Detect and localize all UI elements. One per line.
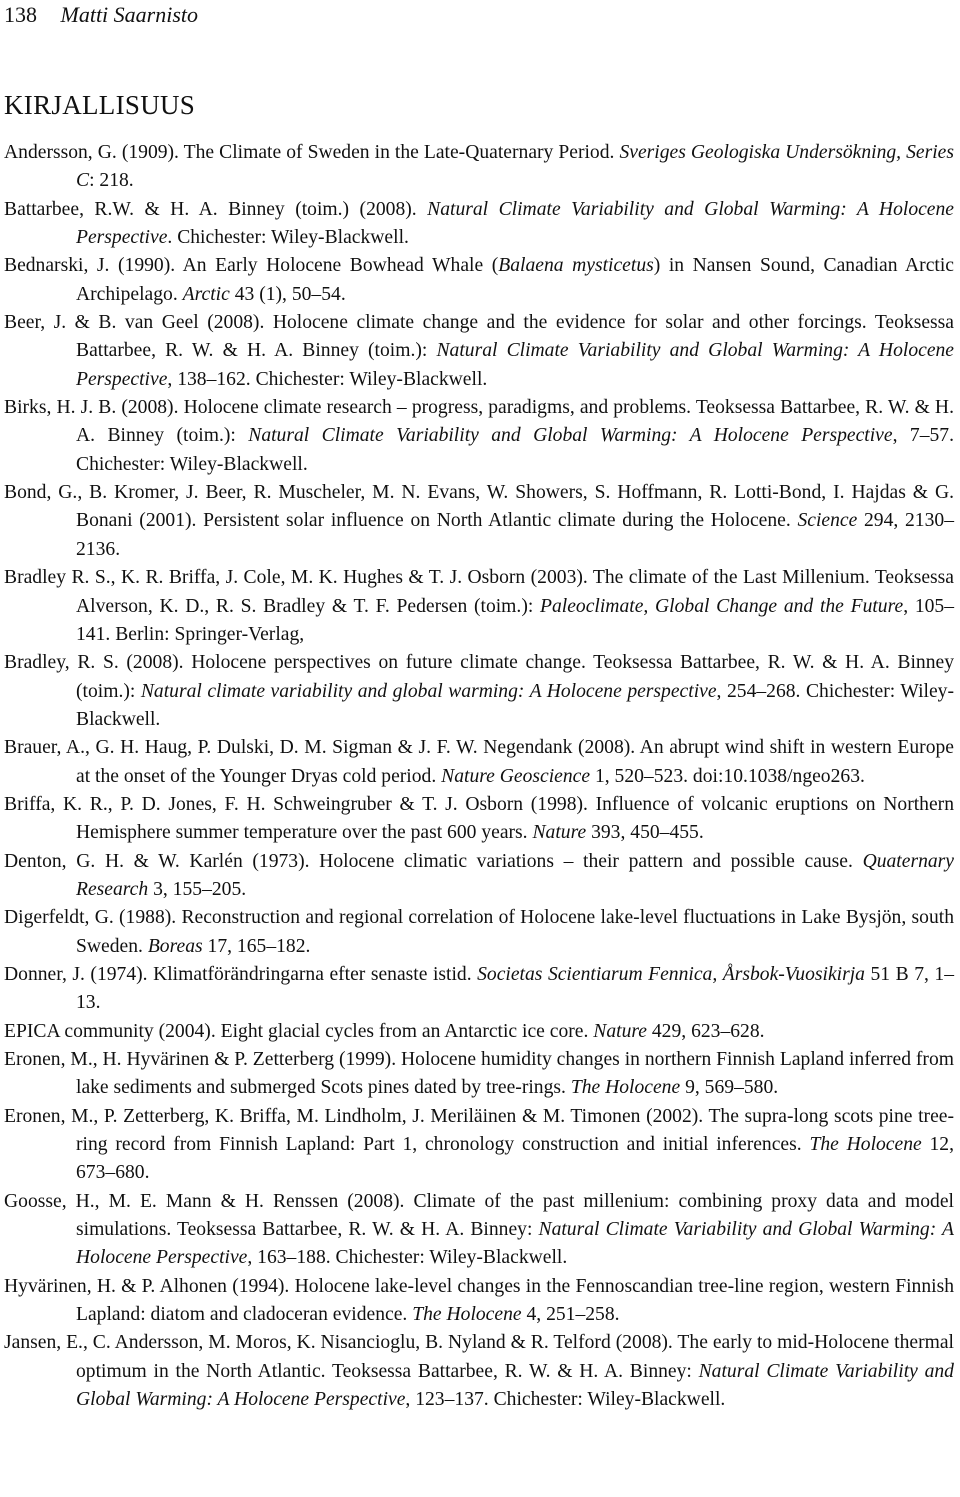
reference-text-run: ) in Nansen Sound, Canadian Arctic Archipelago. [76,255,954,305]
reference-text-run: , 105–141. Berlin: Springer-Verlag, [76,595,955,645]
reference-italic-run: Natural Climate Variability and Global Warming: A Holocene Perspective [76,340,955,390]
reference-entry [4,734,954,791]
reference-text-run: Eronen, M., P. Zetterberg, K. Briffa, M. Lindholm, J. Meriläinen & M. Timonen (2002). The supra-long scots pine tree-ring record from Finnish Lapland: Part 1, chronology construction and initial inferences. [4,1105,954,1156]
reference-text-run: 43 (1), 50–54. [229,283,346,305]
section-title: KIRJALLISUUS [4,90,196,120]
reference-text-run: Andersson, G. (1909). The Climate of Sweden in the Late-Quaternary Period. [4,142,620,163]
reference-entry [4,1329,954,1414]
reference-entry [4,479,954,564]
reference-text-run: Jansen, E., C. Andersson, M. Moros, K. Nisancioglu, B. Nyland & R. Telford (2008). The early to mid-Holocene thermal optimum in the North Atlantic. Teoksessa Battarbee, R. W. & H. A. Binney: [4,1332,954,1382]
reference-entry [4,791,954,848]
reference-italic-run: Balaena mysticetus [498,255,654,277]
reference-text-run: 17, 165–182. [202,935,311,957]
reference-entry [4,961,954,1018]
reference-text-run: Digerfeldt, G. (1988). Reconstruction and regional correlation of Holocene lake-level fluctuations in Lake Bysjön, south Sweden. [4,907,954,957]
reference-italic-run: Societas Scientiarum Fennica, Årsbok-Vuosikirja [477,963,865,985]
reference-entry [4,252,954,309]
reference-entry [4,394,954,479]
reference-entry [4,196,954,253]
reference-text-run: Goosse, H., M. E. Mann & H. Renssen (2008). Climate of the past millenium: combining proxy data and model simulations. Teoksessa Battarbee, R. W. & H. A. Binney: [4,1190,954,1241]
reference-entry [4,564,954,649]
reference-text-run: Bond, G., B. Kromer, J. Beer, R. Muscheler, M. N. Evans, W. Showers, S. Hoffmann, R. Lotti-Bond, I. Hajdas & G. Bonani (2001). Persistent solar influence on North Atlantic climate during the Holocene. [4,482,954,532]
reference-text-run: EPICA community (2004). Eight glacial cycles from an Antarctic ice core. [4,1020,594,1042]
reference-text-run: : 218. [89,170,134,192]
reference-text-run: Eronen, M., H. Hyvärinen & P. Zetterberg (1999). Holocene humidity changes in northern Finnish Lapland inferred from lake sediments and submerged Scots pines dated by tree-rings. [4,1049,954,1099]
reference-entry [4,139,954,196]
reference-italic-run: The Holocene [412,1304,522,1326]
reference-entry [4,1188,954,1273]
reference-italic-run: Natural climate variability and global warming: A Holocene perspective [140,680,717,702]
reference-entry [4,904,954,961]
reference-text-run: 12, 673–680. [76,1134,954,1184]
reference-italic-run: Quaternary Research [76,850,954,900]
reference-text-run: Briffa, K. R., P. D. Jones, F. H. Schweingruber & T. J. Osborn (1998). Influence of volcanic eruptions on Northern Hemisphere summer temperature over the past 600 years. [4,793,954,844]
reference-text-run: Bradley, R. S. (2008). Holocene perspectives on future climate change. Teoksessa Battarbee, R. W. & H. A. Binney (toim.): [4,652,954,702]
reference-italic-run: Arctic [182,283,230,305]
reference-text-run: 393, 450–455. [586,822,704,844]
reference-text-run: 1, 520–523. doi:10.1038/ngeo263. [590,765,865,787]
reference-italic-run: Sveriges Geologiska Undersökning, Series C [76,142,954,192]
reference-italic-run: Natural Climate Variability and Global Warming: A Holocene Perspective [76,1219,954,1269]
reference-text-run: Beer, J. & B. van Geel (2008). Holocene climate change and the evidence for solar and other forcings. Teoksessa Battarbee, R. W. & H. A. Binney (toim.): [4,312,954,362]
reference-text-run: 294, 2130–2136. [76,510,954,560]
reference-entry [4,1103,954,1188]
reference-text-run: 429, 623–628. [646,1020,765,1042]
running-head [4,0,198,30]
reference-text-run: Donner, J. (1974). Klimatförändringarna efter senaste istid. [4,963,478,985]
reference-entry [4,309,954,394]
reference-italic-run: Natural Climate Variability and Global Warming: A Holocene Perspective [248,425,893,447]
reference-italic-run: Nature [532,822,587,844]
reference-text-run: Bradley R. S., K. R. Briffa, J. Cole, M. K. Hughes & T. J. Osborn (2003). The climate of the Last Millenium. Teoksessa Alverson, K. D., R. S. Bradley & T. F. Pedersen (toim.): [4,567,954,617]
reference-text-run: Birks, H. J. B. (2008). Holocene climate research – progress, paradigms, and problems. Teoksessa Battarbee, R. W. & H. A. Binney (toim.): [4,397,954,447]
reference-italic-run: Nature Geoscience [441,765,591,787]
reference-text-run: 51 B 7, 1–13. [76,963,955,1014]
reference-text-run: Bednarski, J. (1990). An Early Holocene Bowhead Whale ( [4,255,499,277]
reference-text-run: . Chichester: Wiley-Blackwell. [167,227,409,249]
reference-text-run: Battarbee, R.W. & H. A. Binney (toim.) (2008). [4,198,428,220]
reference-text-run: 9, 569–580. [680,1077,779,1099]
reference-text-run: Hyvärinen, H. & P. Alhonen (1994). Holocene lake-level changes in the Fennoscandian tree-line region, western Finnish Lapland: diatom and cladoceran evidence. [4,1275,954,1326]
reference-italic-run: The Holocene [570,1077,681,1099]
page-number: 138 [4,2,37,27]
reference-italic-run: Paleoclimate, Global Change and the Future [540,595,904,617]
reference-text-run: 4, 251–258. [521,1304,620,1326]
reference-entry [4,1046,954,1103]
reference-text-run: , 163–188. Chichester: Wiley-Blackwell. [247,1247,568,1269]
reference-text-run: Denton, G. H. & W. Karlén (1973). Holocene climatic variations – their pattern and possible cause. [4,850,863,872]
reference-text-run: Brauer, A., G. H. Haug, P. Dulski, D. M. Sigman & J. F. W. Negendank (2008). An abrupt wind shift in western Europe at the onset of the Younger Dryas cold period. [4,737,954,787]
reference-text-run: , 254–268. Chichester: Wiley-Blackwell. [76,680,954,730]
reference-list [4,139,954,1414]
running-head-author: Matti Saarnisto [60,2,199,27]
reference-entry [4,649,954,734]
reference-italic-run: Natural Climate Variability and Global Warming: A Holocene Perspective [76,198,955,249]
reference-italic-run: Nature [593,1020,647,1042]
reference-italic-run: The Holocene [809,1134,922,1156]
reference-entry [4,1273,954,1330]
reference-italic-run: Natural Climate Variability and Global Warming: A Holocene Perspective [76,1360,954,1411]
reference-text-run: , 7–57. Chichester: Wiley-Blackwell. [76,425,954,475]
reference-entry [4,848,954,905]
reference-text-run: , 138–162. Chichester: Wiley-Blackwell. [167,368,488,390]
reference-text-run: , 123–137. Chichester: Wiley-Blackwell. [405,1389,726,1411]
reference-italic-run: Boreas [147,935,203,957]
reference-text-run: 3, 155–205. [148,878,247,900]
reference-italic-run: Science [797,510,858,532]
reference-entry [4,1018,954,1046]
